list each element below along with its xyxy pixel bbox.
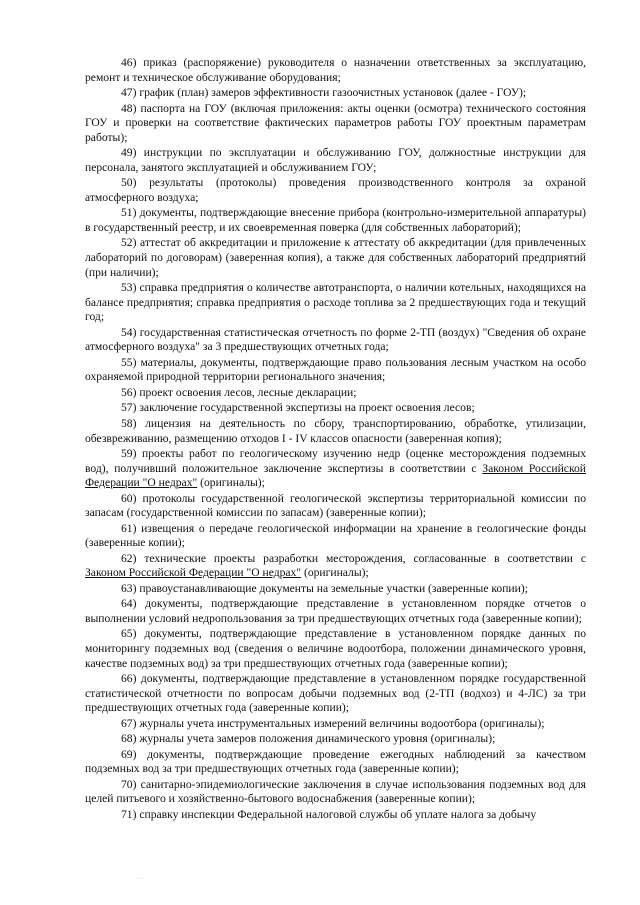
list-item: 61) извещения о передаче геологической информации на хранение в геологические фонды (заверенные копии);	[85, 521, 586, 550]
list-item: 68) журналы учета замеров положения динамического уровня (оригиналы);	[121, 732, 496, 746]
list-item: 70) санитарно-эпидемиологические заключения в случае использования подземных вод для целей питьевого и хозяйственно-бытового водоснабжения (заверенные копии);	[85, 777, 586, 806]
document-page	[85, 56, 586, 823]
law-link[interactable]: Законом Российской Федерации "О недрах"	[85, 461, 586, 490]
list-item: 47) график (план) замеров эффективности газоочистных установок (далее - ГОУ);	[121, 86, 527, 100]
list-item: 55) материалы, документы, подтверждающие право пользования лесным участком на особо охраняемой природной территории регионального значения;	[85, 355, 586, 384]
list-item: 60) протоколы государственной геологической экспертизы территориальной комиссии по запасам (государственной комиссии по запасам) (заверенные копии);	[85, 491, 586, 520]
list-item: 50) результаты (протоколы) проведения производственного контроля за охраной атмосферного воздуха;	[85, 176, 586, 204]
list-item: 67) журналы учета инструментальных измерений величины водоотбора (оригиналы);	[121, 716, 545, 730]
list-item: 69) документы, подтверждающие проведение ежегодных наблюдений за качеством подземных вод за три предшествующих отчетных года (заверенные копии);	[85, 747, 586, 776]
law-link[interactable]: Законом Российской Федерации "О недрах"	[85, 566, 302, 580]
list-item: 56) проект освоения лесов, лесные декларации;	[121, 385, 357, 399]
list-item: 49) инструкции по эксплуатации и обслуживанию ГОУ, должностные инструкции для персонала, занятого эксплуатацией и обслуживанием ГОУ;	[85, 146, 586, 174]
list-item: 53) справка предприятия о количестве автотранспорта, о наличии котельных, находящихся на балансе предприятия; справка предприятия о расходе топлива за 2 предшествующих года и текущий год;	[85, 281, 586, 324]
list-item: 71) справку инспекции Федеральной налоговой службы об уплате налога за добычу	[121, 807, 537, 821]
list-item: 63) правоустанавливающие документы на земельные участки (заверенные копии);	[121, 581, 528, 595]
list-item: 66) документы, подтверждающие представление в установленном порядке государственной статистической отчетности по вопросам добычи подземных вод (2-ТП (водхоз) и 4-ЛС) за три предшествующих отчетных года (заверенные копии);	[85, 672, 586, 715]
list-item: 48) паспорта на ГОУ (включая приложения: акты оценки (осмотра) технического состояния ГОУ и проверки на соответствие фактических параметров работы ГОУ проектным параметрам работы);	[85, 101, 586, 144]
list-item: 57) заключение государственной экспертизы на проект освоения лесов;	[121, 401, 475, 415]
list-item: 46) приказ (распоряжение) руководителя о назначении ответственных за эксплуатацию, ремонт и техническое обслуживание оборудования;	[85, 56, 586, 84]
list-item: 54) государственная статистическая отчетность по форме 2-ТП (воздух) "Сведения об охране атмосферного воздуха" за 3 предшествующих отчетных года;	[85, 325, 586, 354]
list-item: 64) документы, подтверждающие представление в установленном порядке отчетов о выполнении условий недропользования за три предшествующих отчетных года (заверенные копии);	[85, 597, 586, 625]
list-item: 58) лицензия на деятельность по сбору, транспортированию, обработке, утилизации, обезвреживанию, размещению отходов I - IV классов опасности (заверенная копия);	[85, 416, 586, 445]
list-item: 52) аттестат об аккредитации и приложение к аттестату об аккредитации (для привлеченных лабораторий по договорам) (заверенная копия), а также для собственных лабораторий предприятий (при наличии);	[85, 236, 586, 279]
list-item: 62) технические проекты разработки месторождения, согласованные в соответствии с Законом Российской Федерации "О недрах" (оригиналы);	[85, 551, 586, 580]
list-item: 65) документы, подтверждающие представление в установленном порядке данных по мониторингу подземных вод (сведения о величине водоотбора, положении динамического уровня, качестве подземных вод) за три предшествующих отчетных года (заверенные копии);	[85, 627, 586, 670]
list-item: 59) проекты работ по геологическому изучению недр (оценке месторождения подземных вод), получивший положительное заключение экспертизы в соответствии с Законом Российской Федерации "О недрах" (оригиналы);	[85, 447, 586, 490]
scan-speckles: · · ·	[135, 876, 144, 882]
list-item: 51) документы, подтверждающие внесение прибора (контрольно-измерительной аппаратуры) в государственный реестр, и их своевременная поверка (для собственных лабораторий);	[85, 206, 586, 234]
